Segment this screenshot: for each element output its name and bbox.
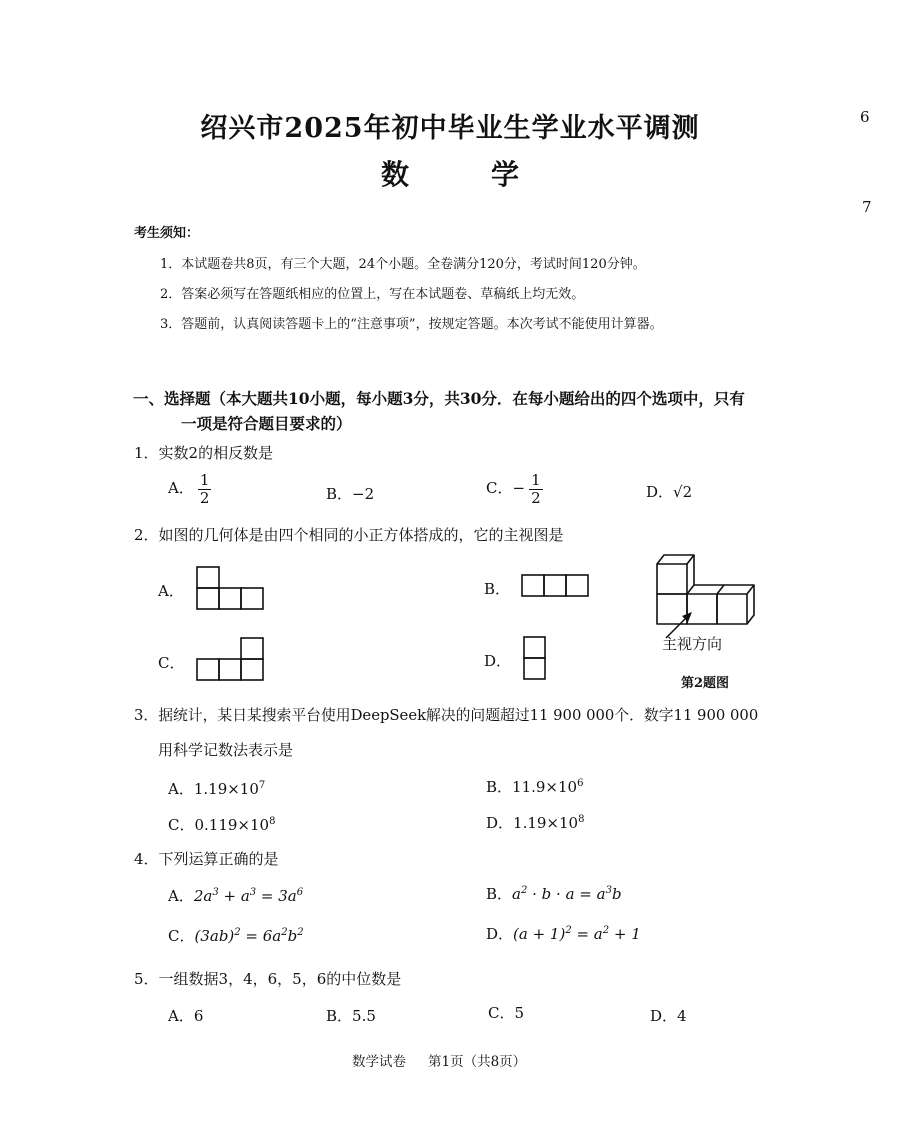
q4-a-expression: $2a^3 + a^3 = 3a^6$ — [193, 887, 304, 905]
q1-c-label: C． — [486, 479, 513, 497]
q3-d-base: 1.19×10 — [513, 814, 579, 832]
exam-title: 绍兴市2025年初中毕业生学业水平调测 — [200, 113, 700, 144]
q4-option-a — [168, 885, 303, 906]
footer-subject: 数学试卷 — [352, 1054, 406, 1070]
notice-item-3: 3．答题前，认真阅读答题卡上的“注意事项”，按规定答题。本次考试不能使用计算器。 — [160, 317, 663, 332]
q3-option-c — [168, 814, 275, 835]
q4-b-expression: $a^2 \cdot b \cdot a = a^3b$ — [512, 885, 622, 903]
q3-a-exponent: 7 — [258, 780, 266, 791]
q2-b-label: B． — [484, 580, 511, 598]
q3-stem-line1: 3．据统计，某日某搜索平台使用DeepSeek解决的问题超过11 900 000个．数字11 900 000 — [134, 707, 759, 724]
q3-c-base: 0.119×10 — [194, 816, 270, 834]
q3-d-exponent: 8 — [578, 814, 585, 825]
footer-page-number: 第1页（共8页） — [428, 1054, 527, 1070]
q3-b-exponent: 6 — [577, 778, 584, 789]
section-heading-line2: 一项是符合题目要求的） — [181, 414, 352, 433]
q5-option-d — [650, 1005, 687, 1026]
q4-option-c — [168, 925, 304, 946]
q3-b-label: B． — [486, 778, 513, 796]
q5-a-label: A． — [168, 1007, 194, 1025]
q3-option-a — [168, 778, 265, 799]
q2-option-b-figure — [520, 573, 590, 599]
q1-option-d — [646, 481, 692, 502]
q1-a-fraction — [198, 472, 212, 506]
q1-option-a — [168, 472, 211, 506]
q1-b-label: B． — [326, 485, 353, 503]
q5-d-label: D． — [650, 1007, 678, 1025]
q4-a-label: A． — [168, 887, 194, 905]
q1-b-value: −2 — [352, 485, 375, 503]
q5-b-label: B． — [326, 1007, 353, 1025]
q3-stem-line2: 用科学记数法表示是 — [158, 741, 294, 759]
q4-d-label: D． — [486, 925, 514, 943]
q1-d-value: √2 — [673, 483, 693, 501]
q5-stem: 5．一组数据3，4，6，5，6的中位数是 — [134, 970, 402, 988]
q5-option-a — [168, 1005, 203, 1026]
subject-char-2: 学 — [491, 158, 520, 191]
q1-option-c — [486, 472, 543, 506]
q4-option-b — [486, 883, 622, 904]
margin-mark-2: 7 — [862, 198, 872, 216]
q5-d-value: 4 — [677, 1007, 687, 1025]
q2-a-label: A． — [158, 582, 184, 600]
notice-item-1: 1．本试题卷共8页，有三个大题，24个小题。全卷满分120分，考试时间120分钟。 — [160, 257, 646, 272]
q5-a-value: 6 — [193, 1007, 204, 1025]
margin-mark-1: 6 — [860, 108, 870, 126]
q3-a-label: A． — [168, 780, 194, 798]
q1-a-label: A． — [168, 479, 194, 497]
q3-d-label: D． — [486, 814, 514, 832]
section-heading-line1: 一、选择题（本大题共10小题，每小题3分，共30分．在每小题给出的四个选项中，只有 — [133, 389, 745, 408]
q4-d-expression: $(a + 1)^2 = a^2 + 1$ — [513, 925, 641, 943]
q4-stem: 4．下列运算正确的是 — [134, 850, 279, 868]
q5-c-value: 5 — [514, 1004, 525, 1022]
q5-c-label: C． — [488, 1004, 515, 1022]
q3-b-base: 11.9×10 — [512, 778, 578, 796]
q1-c-fraction — [529, 472, 543, 506]
q5-option-b — [326, 1005, 376, 1026]
figure-caption: 第2题图 — [681, 676, 730, 691]
q1-option-b — [326, 483, 374, 504]
q5-option-c — [488, 1002, 524, 1023]
q1-stem: 1．实数2的相反数是 — [134, 444, 274, 462]
q1-a-denominator: 2 — [199, 488, 210, 507]
q3-option-d — [486, 812, 584, 833]
q2-option-a-figure — [195, 565, 265, 611]
q2-option-d-figure — [522, 635, 548, 681]
q1-c-numerator: 1 — [531, 471, 541, 489]
q2-option-c-figure — [195, 636, 265, 682]
q4-c-expression: $(3ab)^2 = 6a^2b^2$ — [194, 927, 304, 945]
q1-c-denominator: 2 — [531, 488, 541, 507]
q1-a-numerator: 1 — [199, 471, 210, 489]
q2-d-label: D． — [484, 652, 512, 670]
q1-d-label: D． — [646, 483, 674, 501]
q4-c-label: C． — [168, 927, 195, 945]
notice-item-2: 2．答案必须写在答题纸相应的位置上，写在本试题卷、草稿纸上均无效。 — [160, 287, 585, 302]
q1-c-sign: − — [512, 479, 526, 497]
q4-b-label: B． — [486, 885, 513, 903]
q4-option-d — [486, 923, 641, 944]
q3-c-label: C． — [168, 816, 195, 834]
q2-c-label: C． — [158, 654, 185, 672]
q3-c-exponent: 8 — [269, 816, 276, 827]
q3-option-b — [486, 776, 583, 797]
subject-char-1: 数 — [381, 158, 410, 191]
q2-stem: 2．如图的几何体是由四个相同的小正方体搭成的，它的主视图是 — [134, 526, 564, 544]
notice-heading: 考生须知： — [134, 226, 200, 241]
view-direction-label: 主视方向 — [662, 635, 723, 653]
q5-b-value: 5.5 — [352, 1007, 376, 1025]
q3-a-base: 1.19×10 — [193, 780, 259, 798]
